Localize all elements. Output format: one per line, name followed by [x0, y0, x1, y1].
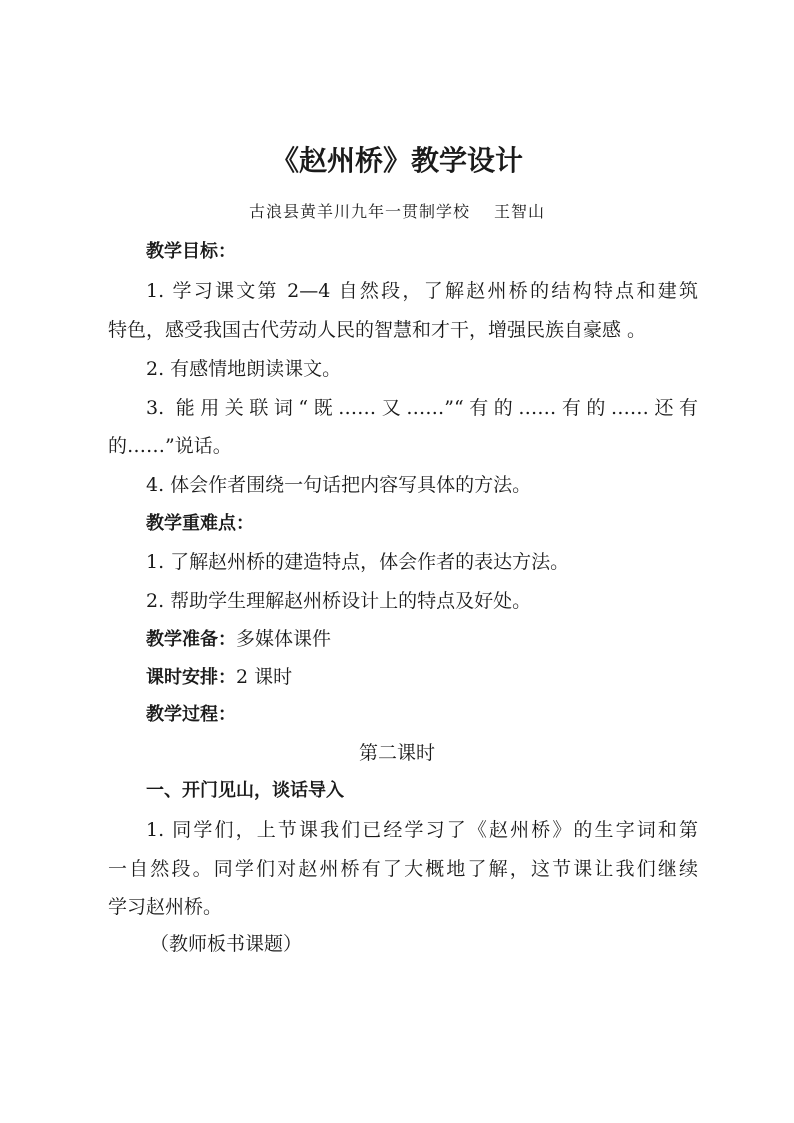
section-1-line-2: 一自然段。同学们对赵州桥有了大概地了解，这节课让我们继续	[108, 858, 698, 880]
author-name: 王智山	[494, 202, 546, 221]
school-name: 古浪县黄羊川九年一贯制学校	[248, 202, 470, 221]
section-1-line-3: 学习赵州桥。	[108, 896, 223, 918]
byline	[0, 200, 794, 224]
key-point-2: 2. 帮助学生理解赵州桥设计上的特点及好处。	[146, 590, 532, 612]
objective-2: 2. 有感情地朗读课文。	[146, 358, 342, 380]
lesson-title: 第二课时	[358, 742, 435, 764]
key-point-1: 1. 了解赵州桥的建造特点，体会作者的表达方法。	[146, 551, 570, 573]
objective-1-line-1: 1. 学习课文第 2—4 自然段，了解赵州桥的结构特点和建筑	[146, 280, 698, 302]
preparation-label: 教学准备：	[146, 629, 236, 650]
schedule-row	[146, 663, 698, 692]
preparation-row	[146, 625, 698, 654]
objective-1-line-2: 特色，感受我国古代劳动人民的智慧和才干，增强民族自豪感 。	[108, 319, 647, 341]
process-heading: 教学过程：	[146, 704, 236, 725]
objective-3-line-1: 3. 能用关联词“既……又……”“有的……有的……还有	[146, 397, 698, 419]
objective-4: 4. 体会作者围绕一句话把内容写具体的方法。	[146, 474, 532, 496]
schedule-label: 课时安排：	[146, 667, 236, 688]
preparation-value: 多媒体课件	[236, 628, 332, 650]
key-points-heading: 教学重难点：	[146, 513, 254, 534]
objectives-heading: 教学目标：	[146, 241, 236, 262]
schedule-value: 2 课时	[236, 666, 293, 688]
section-1-note: （教师板书课题）	[150, 933, 303, 955]
document-title: 《赵州桥》教学设计	[270, 144, 523, 177]
objective-3-line-2: 的……”说话。	[108, 435, 232, 457]
section-1-heading: 一、开门见山，谈话导入	[146, 780, 344, 801]
section-1-line-1: 1. 同学们，上节课我们已经学习了《赵州桥》的生字词和第	[146, 819, 698, 841]
